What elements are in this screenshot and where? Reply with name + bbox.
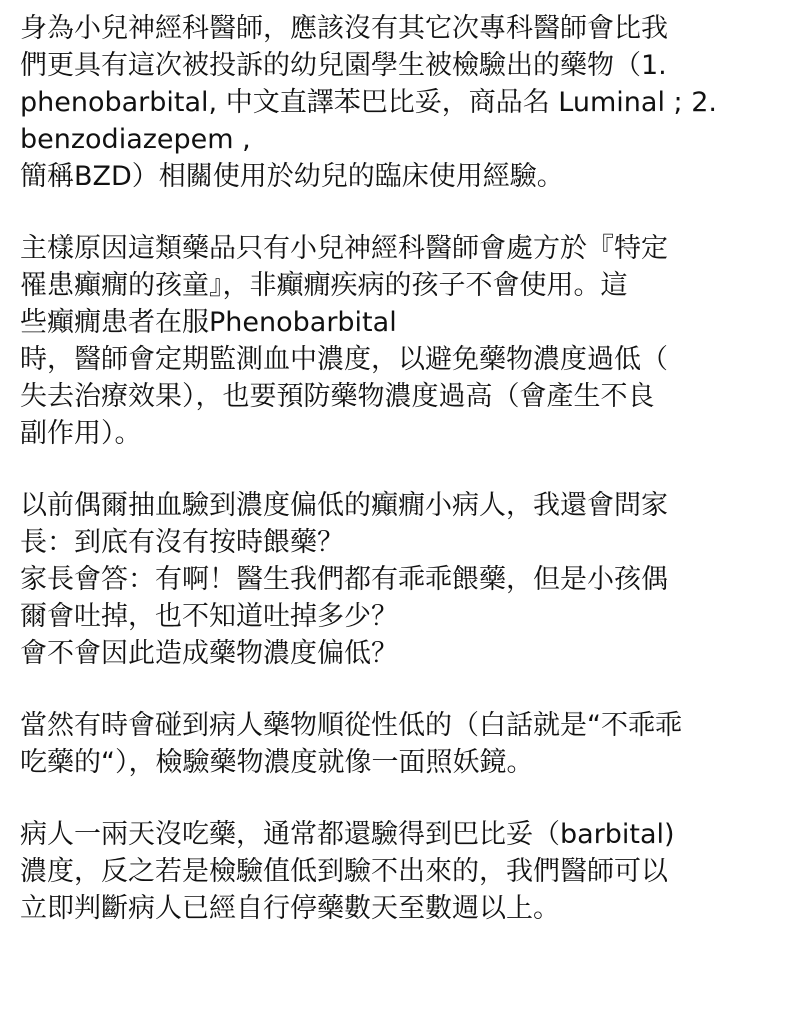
text-line: 罹患癲癇的孩童』，非癲癇疾病的孩子不會使用。這	[20, 270, 628, 301]
paragraph	[20, 230, 780, 452]
text-line: 些癲癇患者在服Phenobarbital	[20, 307, 397, 338]
text-line: 主樣原因這類藥品只有小兒神經科醫師會處方於『特定	[20, 233, 668, 264]
text-line: 會不會因此造成藥物濃度偏低？	[20, 638, 398, 669]
text-line: 身為小兒神經科醫師，應該沒有其它次專科醫師會比我	[20, 13, 668, 44]
text-line: 立即判斷病人已經自行停藥數天至數週以上。	[20, 893, 560, 924]
text-line: 們更具有這次被投訴的幼兒園學生被檢驗出的藥物（1.	[20, 50, 667, 81]
text-line: 長：到底有沒有按時餵藥？	[20, 527, 344, 558]
text-line: 副作用）。	[20, 418, 142, 449]
paragraph	[20, 707, 780, 781]
paragraph-spacer	[20, 452, 780, 487]
text-line: 濃度，反之若是檢驗值低到驗不出來的，我們醫師可以	[20, 856, 668, 887]
paragraph-spacer	[20, 672, 780, 707]
text-line: 吃藥的“），檢驗藥物濃度就像一面照妖鏡。	[20, 747, 534, 778]
post-body	[20, 10, 780, 927]
text-line: 病人一兩天沒吃藥，通常都還驗得到巴比妥（barbital)	[20, 819, 675, 850]
text-line: 家長會答：有啊！醫生我們都有乖乖餵藥，但是小孩偶	[20, 564, 668, 595]
text-line: 以前偶爾抽血驗到濃度偏低的癲癇小病人，我還會問家	[20, 490, 668, 521]
text-line: 簡稱BZD）相關使用於幼兒的臨床使用經驗。	[20, 161, 564, 192]
paragraph	[20, 487, 780, 672]
paragraph	[20, 816, 780, 927]
text-line: 爾會吐掉，也不知道吐掉多少？	[20, 601, 398, 632]
text-line: benzodiazepem ,	[20, 124, 251, 155]
paragraph-spacer	[20, 781, 780, 816]
paragraph	[20, 10, 780, 195]
text-line: 失去治療效果），也要預防藥物濃度過高（會產生不良	[20, 381, 655, 412]
text-line: 時，醫師會定期監測血中濃度，以避免藥物濃度過低（	[20, 344, 668, 375]
text-line: 當然有時會碰到病人藥物順從性低的（白話就是“不乖乖	[20, 710, 682, 741]
text-line: phenobarbital, 中文直譯苯巴比妥，商品名 Luminal ; 2.	[20, 87, 717, 118]
paragraph-spacer	[20, 195, 780, 230]
